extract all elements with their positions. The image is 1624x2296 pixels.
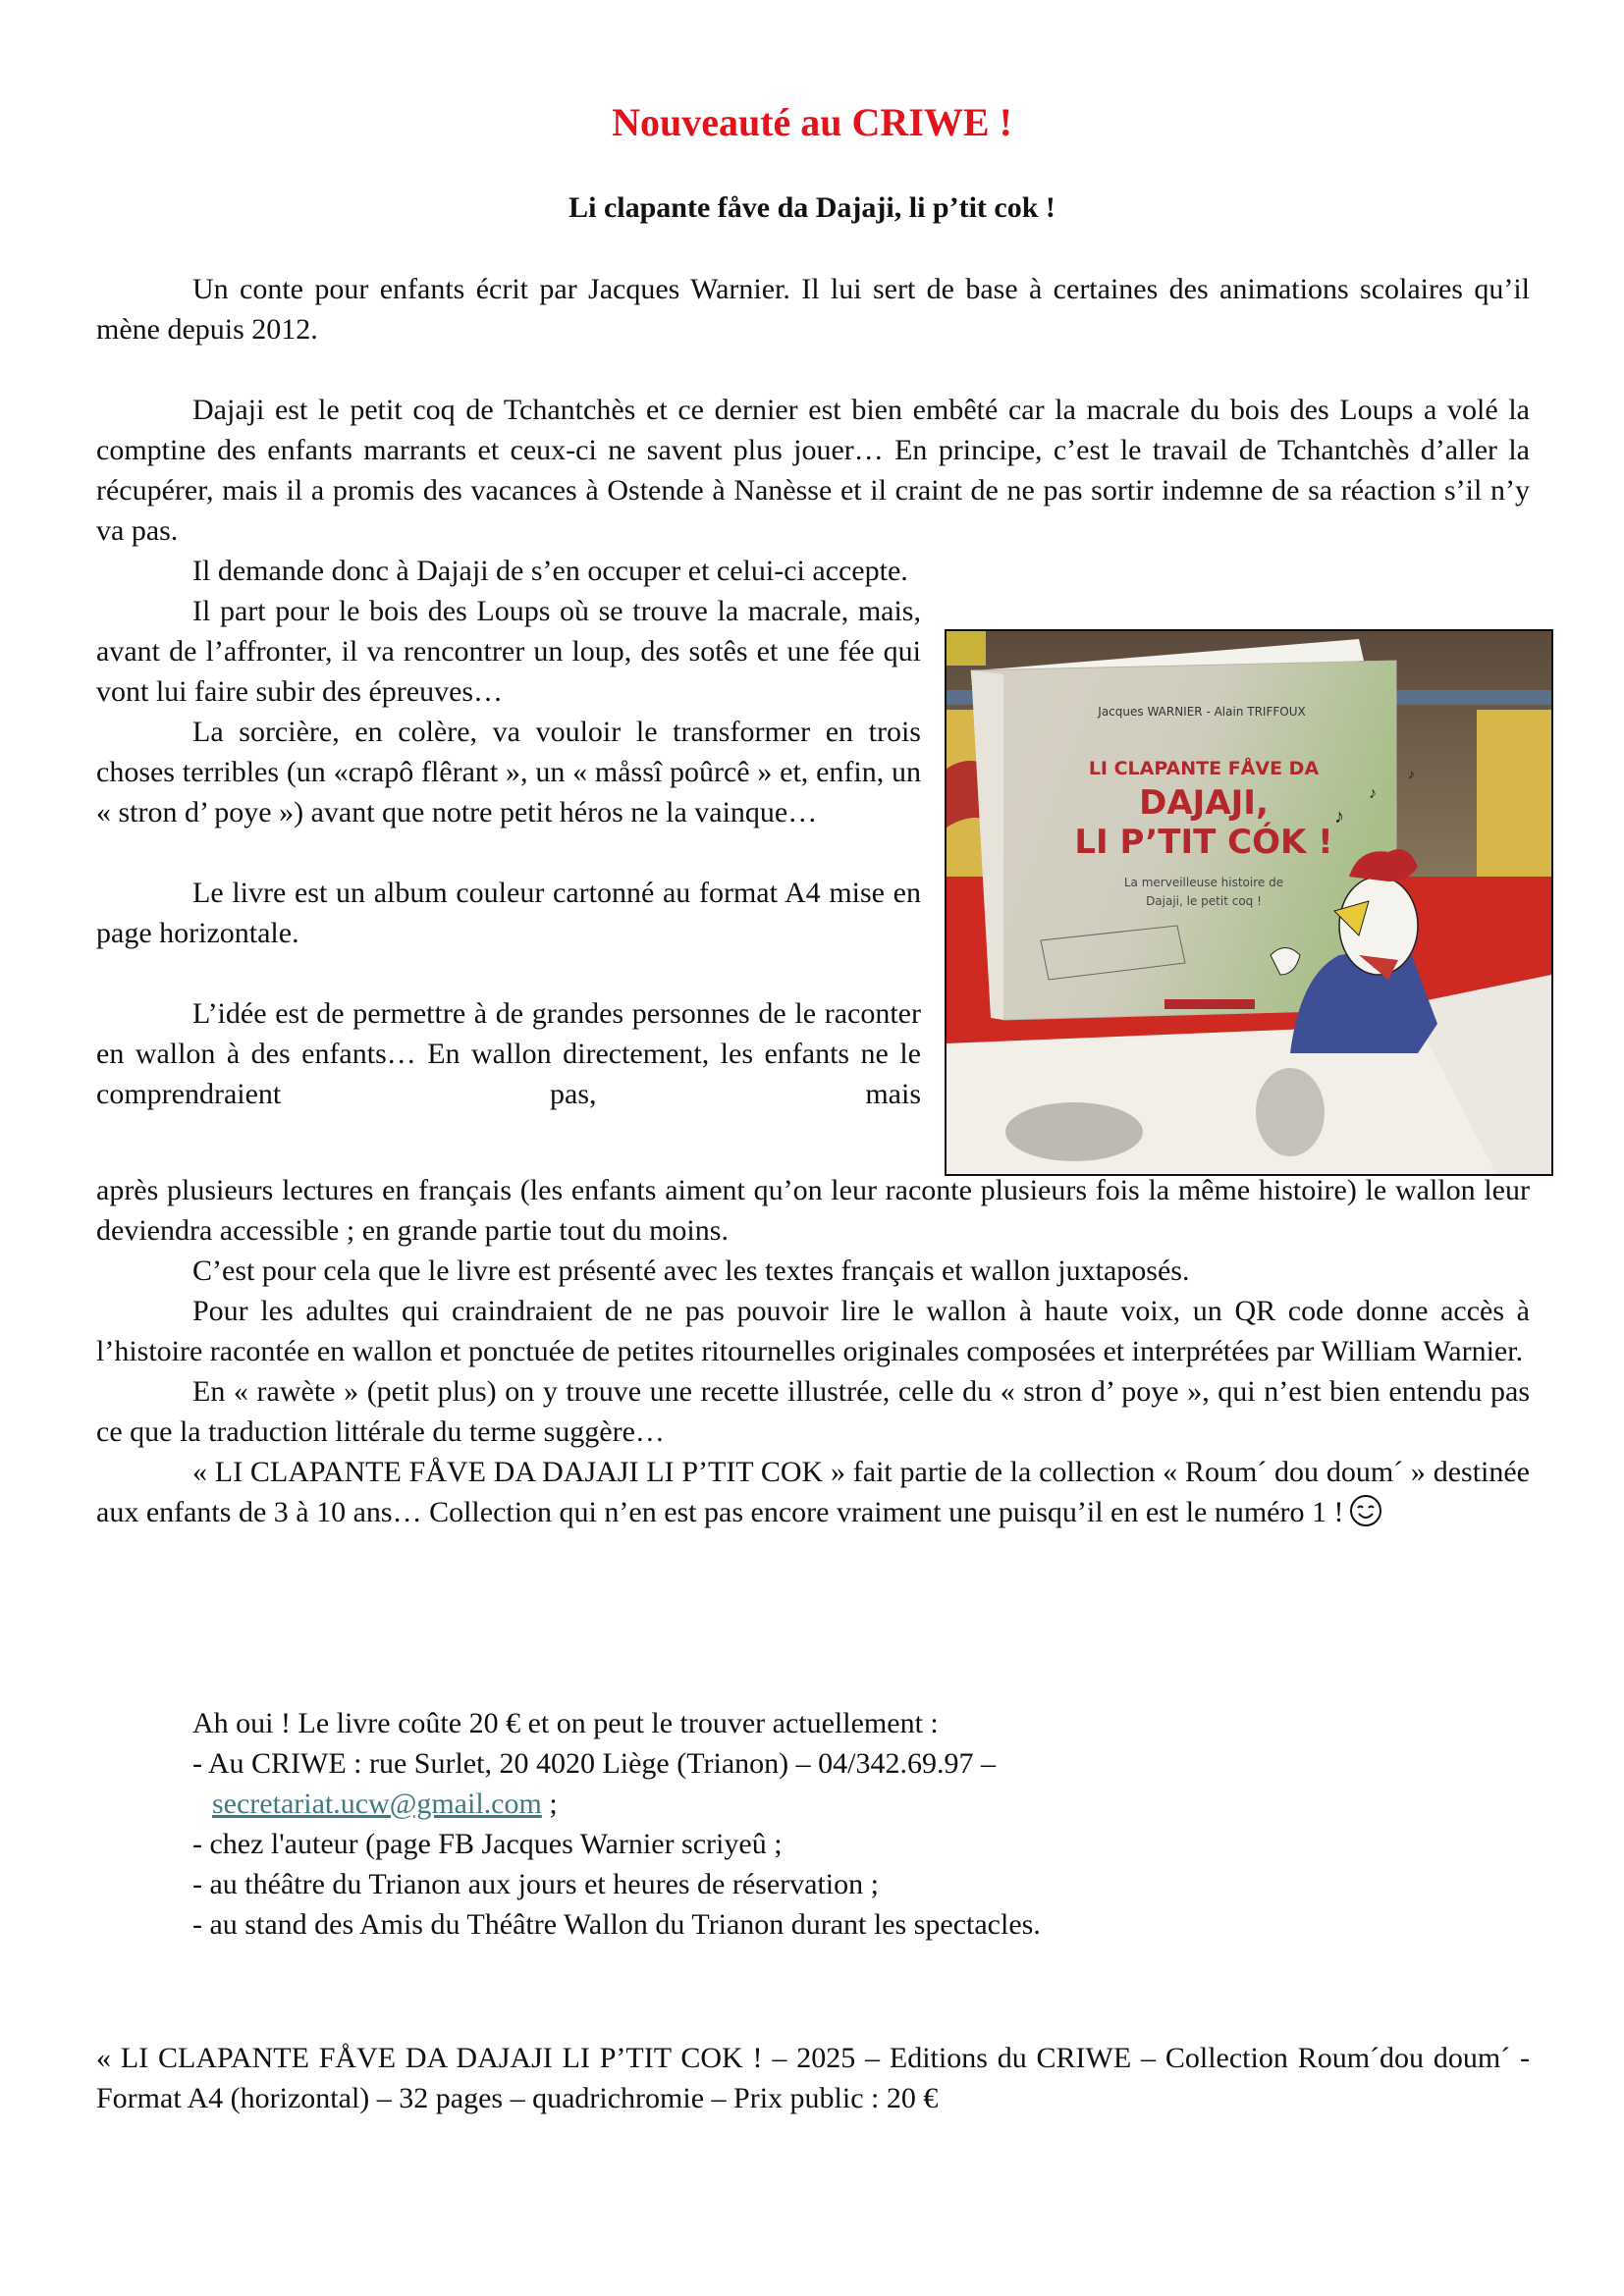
availability-stand: - au stand des Amis du Théâtre Wallon du Trianon durant les spectacles.: [192, 1908, 1041, 1941]
intro-section: [96, 269, 1530, 591]
cover-authors: Jacques WARNIER - Alain TRIFFOUX: [1098, 705, 1306, 719]
paragraph-story-1: Dajaji est le petit coq de Tchantchès et ce dernier est bien embêté car la macrale du bois des Loups a volé la comptine des enfants marrants et ceux-ci ne savent plus jouer… En principe, c’est le travail de Tchantchès d’aller la récupérer, mais il a promis des vacances à Ostende à Nanèsse et il craint de ne pas sortir indemne de sa réaction s’il n’y va pas.: [96, 394, 1530, 547]
email-link[interactable]: secretariat.ucw@gmail.com: [212, 1788, 542, 1820]
paragraph-intro: Un conte pour enfants écrit par Jacques Warnier. Il lui sert de base à certaines des animations scolaires qu’il mène depuis 2012.: [96, 273, 1530, 346]
cover-tagline-line-2: Dajaji, le petit coq !: [1146, 894, 1262, 908]
book-title-heading: Li clapante fåve da Dajaji, li p’tit cok !: [568, 191, 1056, 224]
availability-intro: Ah oui ! Le livre coûte 20 € et on peut le trouver actuellement :: [192, 1707, 939, 1739]
availability-theatre: - au théâtre du Trianon aux jours et heures de réservation ;: [192, 1868, 879, 1900]
book-cover-photo: [945, 629, 1553, 1176]
book-photo-illustration: [947, 631, 1551, 1174]
email-suffix: ;: [541, 1788, 558, 1820]
cover-title-line-1: LI CLAPANTE FÅVE DA: [1088, 758, 1320, 779]
paragraph-story-4: La sorcière, en colère, va vouloir le transformer en trois choses terribles (un «crapô flêrant », un « måssî poûrcê » et, enfin, un « stron d’ poye ») avant que notre petit héros ne la vainque…: [96, 716, 921, 828]
cover-publisher-band: [1164, 999, 1255, 1009]
paragraph-qr-code: Pour les adultes qui craindraient de ne pas pouvoir lire le wallon à haute voix, un QR code donne accès à l’histoire racontée en wallon et ponctuée de petites ritournelles originales composées et interprétées par William Warnier.: [96, 1295, 1530, 1367]
background-decor-right: [1477, 710, 1551, 896]
availability-section: [96, 1703, 1530, 1945]
availability-email-line: [96, 1784, 1530, 1824]
sketch-drawing-2: [1256, 1068, 1325, 1156]
book-summary-footer: « LI CLAPANTE FÅVE DA DAJAJI LI P’TIT COK ! – 2025 – Editions du CRIWE – Collection Roum´dou doum´ - Format A4 (horizontal) – 32 pages – quadrichromie – Prix public : 20 €: [96, 2042, 1530, 2114]
paragraph-collection: [96, 1452, 1530, 1532]
music-note-icon: ♪: [1369, 785, 1377, 802]
music-note-icon: ♪: [1408, 768, 1415, 782]
main-section: [96, 1170, 1530, 1532]
paragraph-story-2: Il demande donc à Dajaji de s’en occuper et celui-ci accepte.: [192, 555, 908, 587]
column-beside-photo: [96, 591, 921, 1114]
paragraph-format: Le livre est un album couleur cartonné au format A4 mise en page horizontale.: [96, 877, 921, 949]
cover-title-line-3: LI P’TIT CÓK !: [1074, 823, 1333, 862]
smiling-face-icon: [1349, 1494, 1382, 1527]
cover-title-line-2: DAJAJI,: [1139, 783, 1269, 823]
availability-author: - chez l'auteur (page FB Jacques Warnier scriyeû ;: [192, 1828, 783, 1860]
paragraph-idea-end: après plusieurs lectures en français (les enfants aiment qu’on leur raconte plusieurs fois la même histoire) le wallon leur deviendra accessible ; en grande partie tout du moins.: [96, 1174, 1530, 1247]
page-title: Nouveauté au CRIWE !: [612, 100, 1012, 144]
paragraph-story-3: Il part pour le bois des Loups où se trouve la macrale, mais, avant de l’affronter, il va rencontrer un loup, des sotês et une fée qui vont lui faire subir des épreuves…: [96, 595, 921, 708]
background-decor: [947, 631, 986, 666]
sketch-drawing-1: [1005, 1102, 1143, 1161]
paragraph-rawete: En « rawète » (petit plus) on y trouve une recette illustrée, celle du « stron d’ poye », qui n’est bien entendu pas ce que la traduction littérale du terme suggère…: [96, 1375, 1530, 1448]
paragraph-presented: C’est pour cela que le livre est présenté avec les textes français et wallon juxtaposés.: [192, 1255, 1190, 1287]
collection-text: « LI CLAPANTE FÅVE DA DAJAJI LI P’TIT COK » fait partie de la collection « Roum´ dou doum´ » destinée aux enfants de 3 à 10 ans… Collection qui n’en est pas encore vraiment une puisqu’il en est le numéro 1 !: [96, 1456, 1530, 1528]
paragraph-idea-start: L’idée est de permettre à de grandes personnes de le raconter en wallon à des enfants… En wallon directement, les enfants ne le comprendraient pas, mais: [96, 997, 921, 1110]
music-note-icon: ♪: [1334, 806, 1344, 828]
cover-tagline-line-1: La merveilleuse histoire de: [1123, 876, 1284, 889]
availability-criwe: - Au CRIWE : rue Surlet, 20 4020 Liège (Trianon) – 04/342.69.97 –: [192, 1747, 996, 1780]
